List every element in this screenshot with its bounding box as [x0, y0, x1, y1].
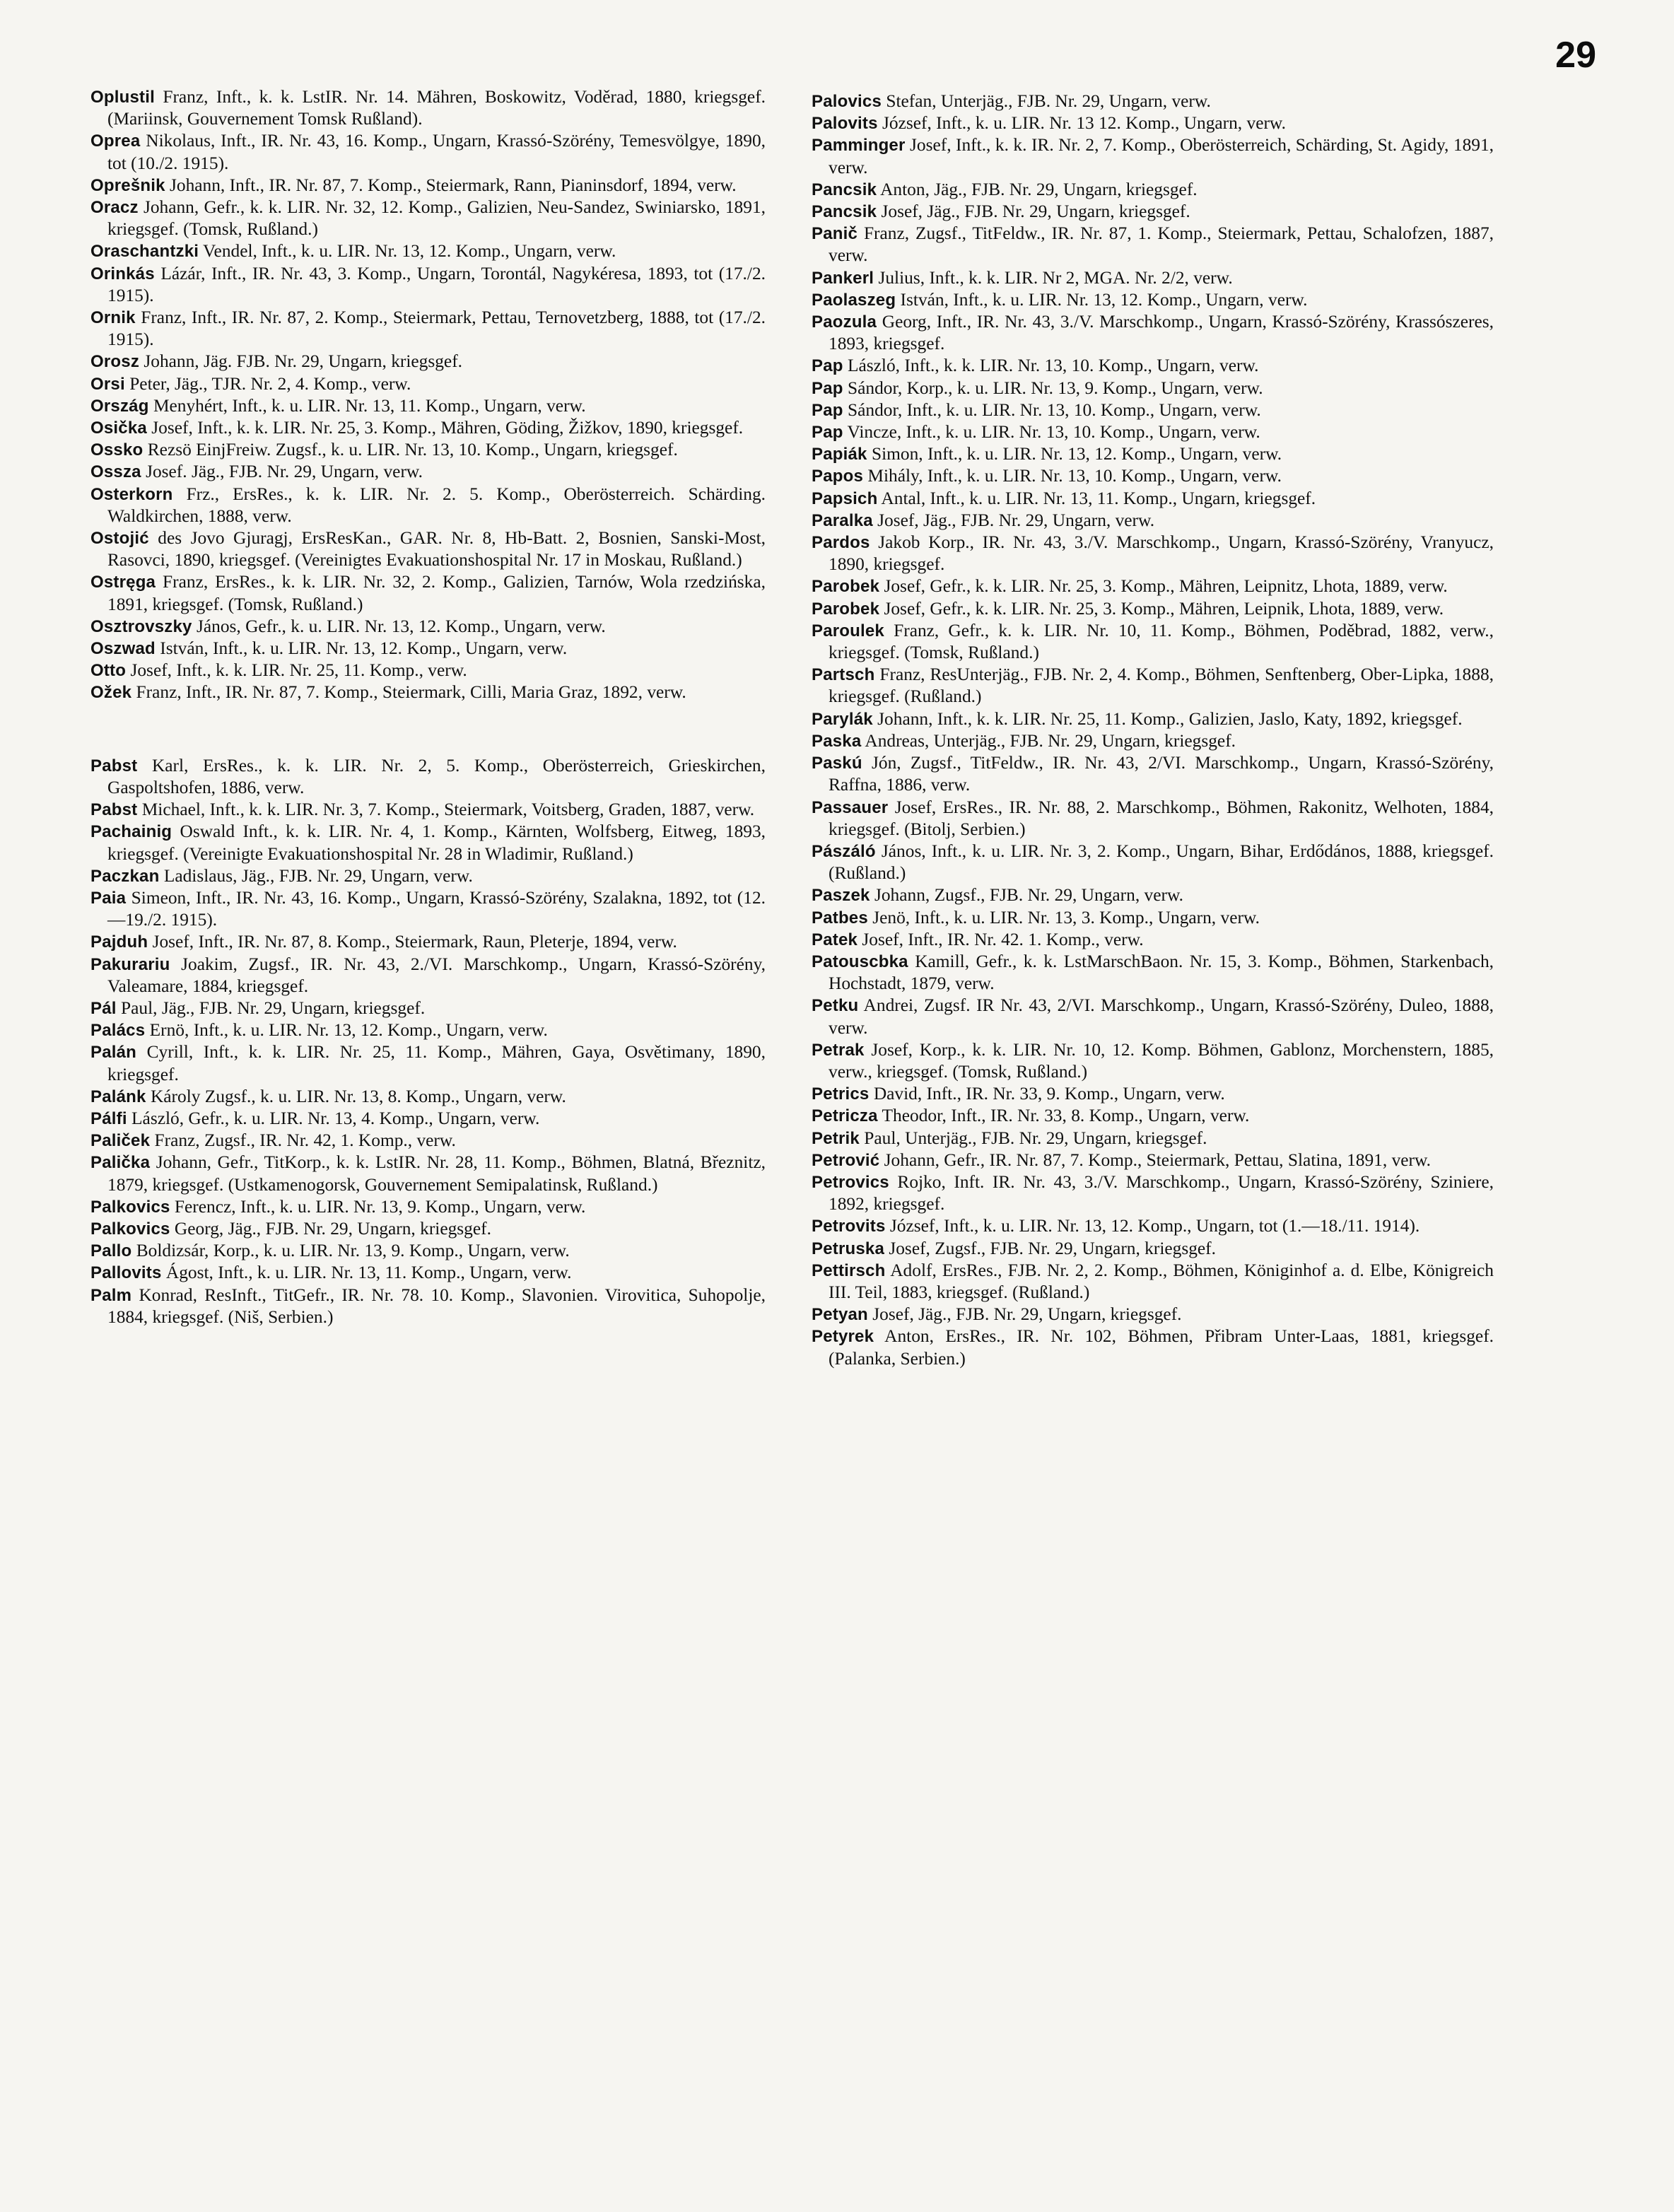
entry-surname: Oplustil	[90, 88, 155, 107]
casualty-entry	[90, 484, 766, 527]
casualty-entry	[812, 1326, 1494, 1369]
entry-surname: Pachainig	[90, 822, 172, 842]
entry-surname: Petyan	[812, 1305, 868, 1325]
casualty-entry	[812, 223, 1494, 267]
entry-surname: Pettirsch	[812, 1260, 886, 1280]
casualty-entry	[90, 1152, 766, 1195]
entry-details: des Jovo Gjuragj, ErsResKan., GAR. Nr. 8, Hb-Batt. 2, Bosnien, Sanski-Most, Rasovci, 1890, kriegsgef. (Vereinigtes Evakuationshospital Nr. 17 in Moskau, Rußland.)	[107, 528, 766, 570]
entry-surname: Osička	[90, 419, 147, 438]
entry-surname: Partsch	[812, 665, 875, 685]
casualty-entry	[90, 1218, 766, 1240]
entry-surname: Parobek	[812, 599, 880, 619]
entry-details: David, Inft., IR. Nr. 33, 9. Komp., Ungarn, verw.	[873, 1084, 1225, 1104]
casualty-entry	[812, 1238, 1494, 1260]
casualty-entry	[90, 799, 766, 821]
casualty-entry	[90, 527, 766, 571]
casualty-entry	[812, 488, 1494, 510]
entry-surname: Pálfi	[90, 1108, 127, 1128]
casualty-entry	[90, 417, 766, 439]
entry-details: Lázár, Inft., IR. Nr. 43, 3. Komp., Ungarn, Torontál, Nagykéresa, 1893, tot (17./2. 1915).	[107, 263, 766, 305]
casualty-entry	[812, 510, 1494, 532]
entry-details: Károly Zugsf., k. u. LIR. Nr. 13, 8. Komp., Ungarn, verw.	[150, 1086, 566, 1106]
entry-surname: Osterkorn	[90, 484, 173, 504]
entry-surname: Oszwad	[90, 639, 156, 659]
entry-surname: Pap	[812, 378, 843, 398]
entry-surname: Pap	[812, 423, 843, 443]
casualty-entry	[812, 1105, 1494, 1127]
casualty-entry	[812, 664, 1494, 708]
entry-surname: Ossza	[90, 462, 141, 482]
casualty-entry	[90, 86, 766, 130]
casualty-entry	[90, 395, 766, 417]
entry-surname: Orinkás	[90, 264, 155, 283]
entry-details: Frz., ErsRes., k. k. LIR. Nr. 2. 5. Komp., Oberösterreich. Schärding. Waldkirchen, 1888, verw.	[107, 484, 766, 526]
entry-surname: Oprešnik	[90, 175, 165, 195]
casualty-entry	[812, 1304, 1494, 1326]
entry-details: Johann, Jäg. FJB. Nr. 29, Ungarn, kriegsgef.	[144, 351, 463, 372]
entry-details: Josef, Inft., IR. Nr. 87, 8. Komp., Steiermark, Raun, Pleterje, 1894, verw.	[152, 932, 677, 952]
casualty-entry	[90, 931, 766, 953]
entry-surname: Palička	[90, 1153, 151, 1173]
entry-details: Josef, Inft., k. k. LIR. Nr. 25, 3. Komp., Mähren, Göding, Žižkov, 1890, kriegsgef.	[151, 418, 744, 438]
entry-details: Andreas, Unterjäg., FJB. Nr. 29, Ungarn, kriegsgef.	[865, 730, 1236, 751]
entry-details: Johann, Zugsf., FJB. Nr. 29, Ungarn, verw.	[874, 885, 1183, 906]
entry-details: Julius, Inft., k. k. LIR. Nr 2, MGA. Nr. 2/2, verw.	[878, 267, 1233, 288]
entry-surname: Ostręga	[90, 573, 156, 592]
casualty-entry	[90, 439, 766, 461]
entry-details: Franz, Gefr., k. k. LIR. Nr. 10, 11. Komp., Böhmen, Poděbrad, 1882, verw., kriegsgef. (Tomsk, Rußland.)	[829, 620, 1494, 663]
entry-details: Adolf, ErsRes., FJB. Nr. 2, 2. Komp., Böhmen, Königinhof a. d. Elbe, Königreich III. Teil, 1883, kriegsgef. (Rußland.)	[829, 1260, 1494, 1302]
entry-surname: Panič	[812, 224, 858, 244]
casualty-entry	[812, 179, 1494, 201]
entry-details: Ernö, Inft., k. u. LIR. Nr. 13, 12. Komp., Ungarn, verw.	[149, 1020, 548, 1041]
entry-details: Johann, Inft., IR. Nr. 87, 7. Komp., Steiermark, Rann, Pianinsdorf, 1894, verw.	[170, 175, 737, 195]
entry-details: Josef, Jäg., FJB. Nr. 29, Ungarn, verw.	[877, 510, 1155, 530]
entry-details: Josef, Jäg., FJB. Nr. 29, Ungarn, kriegsgef.	[881, 201, 1190, 222]
casualty-entry	[812, 1128, 1494, 1149]
entry-details: Rezsö EinjFreiw. Zugsf., k. u. LIR. Nr. 13, 10. Komp., Ungarn, kriegsgef.	[147, 440, 678, 460]
casualty-entry	[90, 954, 766, 997]
entry-surname: Pancsik	[812, 180, 877, 199]
entry-details: Josef, Gefr., k. k. LIR. Nr. 25, 3. Komp., Mähren, Leipnik, Lhota, 1889, verw.	[884, 598, 1444, 619]
entry-details: József, Inft., k. u. LIR. Nr. 13, 12. Komp., Ungarn, tot (1.—18./11. 1914).	[889, 1216, 1420, 1236]
entry-surname: Palkovics	[90, 1197, 170, 1217]
entry-surname: Papsich	[812, 488, 878, 508]
casualty-entry	[90, 616, 766, 638]
entry-details: József, Inft., k. u. LIR. Nr. 13 12. Komp., Ungarn, verw.	[882, 113, 1286, 134]
entry-details: Paul, Jäg., FJB. Nr. 29, Ungarn, kriegsgef.	[120, 997, 426, 1018]
entry-surname: Pajduh	[90, 932, 148, 952]
casualty-entry	[90, 307, 766, 351]
entry-surname: Oracz	[90, 198, 139, 218]
entry-list-o	[90, 86, 766, 704]
casualty-entry	[90, 1019, 766, 1041]
entry-list-p-continued	[812, 90, 1494, 1370]
entry-details: Mihály, Inft., k. u. LIR. Nr. 13, 10. Komp., Ungarn, verw.	[867, 466, 1282, 486]
entry-details: Nikolaus, Inft., IR. Nr. 43, 16. Komp., Ungarn, Krassó-Szörény, Temesvölgye, 1890, tot (10./2. 1915).	[107, 131, 766, 173]
entry-details: Rojko, Inft. IR. Nr. 43, 3./V. Marschkomp., Ungarn, Krassó-Szörény, Sziniere, 1892, kriegsgef.	[829, 1171, 1494, 1215]
entry-details: Johann, Gefr., TitKorp., k. k. LstIR. Nr. 28, 11. Komp., Böhmen, Blatná, Březnitz, 1879, kriegsgef. (Ustkamenogorsk, Gouvernement Semipalatinsk, Rußland.)	[107, 1152, 766, 1195]
entry-details: János, Inft., k. u. LIR. Nr. 3, 2. Komp., Ungarn, Bihar, Erdődános, 1888, kriegsgef. (Rußland.)	[829, 841, 1494, 884]
casualty-entry	[812, 378, 1494, 399]
entry-details: Joakim, Zugsf., IR. Nr. 43, 2./VI. Marschkomp., Ungarn, Krassó-Szörény, Valeamare, 1884, kriegsgef.	[107, 954, 766, 996]
casualty-entry	[90, 681, 766, 703]
entry-details: Simon, Inft., k. u. LIR. Nr. 13, 12. Komp., Ungarn, verw.	[871, 444, 1282, 464]
casualty-entry	[90, 821, 766, 865]
entry-details: Ágost, Inft., k. u. LIR. Nr. 13, 11. Komp., Ungarn, verw.	[165, 1263, 572, 1283]
entry-surname: Osztrovszky	[90, 616, 192, 636]
casualty-entry	[90, 660, 766, 681]
entry-details: Josef, Korp., k. k. LIR. Nr. 10, 12. Komp. Böhmen, Gablonz, Morchenstern, 1885, verw., kriegsgef. (Tomsk, Rußland.)	[829, 1039, 1494, 1082]
casualty-entry	[812, 532, 1494, 575]
entry-surname: Paia	[90, 888, 127, 908]
entry-surname: Parylák	[812, 709, 873, 729]
entry-details: Franz, Zugsf., TitFeldw., IR. Nr. 87, 1. Komp., Steiermark, Pettau, Schalofzen, 1887, verw.	[829, 223, 1494, 266]
casualty-entry	[812, 465, 1494, 487]
entry-details: Josef. Jäg., FJB. Nr. 29, Ungarn, verw.	[146, 462, 423, 482]
right-column	[812, 90, 1494, 1370]
entry-details: Paul, Unterjäg., FJB. Nr. 29, Ungarn, kriegsgef.	[864, 1128, 1207, 1148]
entry-details: Sándor, Korp., k. u. LIR. Nr. 13, 9. Komp., Ungarn, verw.	[847, 378, 1263, 398]
entry-surname: Palovits	[812, 114, 878, 134]
entry-surname: Parobek	[812, 577, 880, 597]
casualty-entry	[812, 884, 1494, 906]
entry-details: Josef, Inft., IR. Nr. 42. 1. Komp., verw.	[862, 929, 1144, 949]
entry-details: Konrad, ResInft., TitGefr., IR. Nr. 78. 10. Komp., Slavonien. Virovitica, Suhopolje, 1884, kriegsgef. (Niš, Serbien.)	[107, 1285, 766, 1327]
casualty-entry	[90, 373, 766, 395]
entry-surname: Palm	[90, 1285, 132, 1305]
entry-surname: Pál	[90, 998, 117, 1018]
entry-details: Josef, Inft., k. k. LIR. Nr. 25, 11. Komp., verw.	[130, 660, 467, 681]
entry-surname: Pap	[812, 400, 843, 420]
casualty-entry	[812, 201, 1494, 223]
entry-details: Andrei, Zugsf. IR Nr. 43, 2/VI. Marschkomp., Ungarn, Krassó-Szörény, Duleo, 1888, verw.	[829, 995, 1494, 1038]
entry-surname: Patouscbka	[812, 952, 908, 971]
entry-surname: Pászáló	[812, 841, 876, 861]
entry-details: István, Inft., k. u. LIR. Nr. 13, 12. Komp., Ungarn, verw.	[900, 289, 1308, 310]
entry-surname: Pap	[812, 356, 843, 376]
entry-details: Franz, Inft., k. k. LstIR. Nr. 14. Mähren, Boskowitz, Voděrad, 1880, kriegsgef. (Mariinsk, Gouvernement Tomsk Rußland).	[107, 87, 766, 129]
casualty-entry	[812, 90, 1494, 112]
casualty-entry	[812, 1215, 1494, 1237]
entry-surname: Orsi	[90, 374, 125, 394]
entry-details: Theodor, Inft., IR. Nr. 33, 8. Komp., Ungarn, verw.	[882, 1106, 1250, 1126]
casualty-entry	[90, 351, 766, 373]
entry-surname: Pabst	[90, 756, 138, 776]
entry-surname: Papiák	[812, 445, 867, 464]
entry-surname: Pancsik	[812, 202, 877, 222]
casualty-entry	[90, 130, 766, 174]
entry-surname: Petku	[812, 996, 859, 1016]
entry-details: Cyrill, Inft., k. k. LIR. Nr. 25, 11. Komp., Mähren, Gaya, Osvětimany, 1890, kriegsgef.	[107, 1042, 766, 1084]
entry-details: Josef, Zugsf., FJB. Nr. 29, Ungarn, kriegsgef.	[889, 1238, 1216, 1258]
casualty-entry	[812, 289, 1494, 311]
entry-details: Stefan, Unterjäg., FJB. Nr. 29, Ungarn, verw.	[886, 91, 1211, 111]
entry-details: Franz, ErsRes., k. k. LIR. Nr. 32, 2. Komp., Galizien, Tarnów, Wola rzedzińska, 1891, kriegsgef. (Tomsk, Rußland.)	[107, 572, 766, 614]
casualty-entry	[812, 1149, 1494, 1171]
entry-details: Franz, Zugsf., IR. Nr. 42, 1. Komp., verw.	[154, 1130, 456, 1151]
entry-details: István, Inft., k. u. LIR. Nr. 13, 12. Komp., Ungarn, verw.	[160, 638, 568, 659]
entry-details: Jenö, Inft., k. u. LIR. Nr. 13, 3. Komp., Ungarn, verw.	[872, 907, 1260, 927]
entry-details: Vincze, Inft., k. u. LIR. Nr. 13, 10. Komp., Ungarn, verw.	[847, 422, 1260, 443]
casualty-entry	[812, 708, 1494, 730]
entry-details: Oswald Inft., k. k. LIR. Nr. 4, 1. Komp., Kärnten, Wolfsberg, Eitweg, 1893, kriegsgef. (Vereinigte Evakuationshospital Nr. 28 in Wladimir, Rußland.)	[107, 821, 766, 864]
entry-surname: Petrik	[812, 1128, 860, 1148]
entry-details: Johann, Gefr., IR. Nr. 87, 7. Komp., Steiermark, Pettau, Slatina, 1891, verw.	[884, 1149, 1432, 1170]
casualty-entry	[90, 1130, 766, 1152]
casualty-entry	[812, 1171, 1494, 1215]
casualty-entry	[812, 267, 1494, 289]
page-number: 29	[1555, 35, 1596, 76]
casualty-entry	[812, 399, 1494, 421]
entry-surname: Paliček	[90, 1131, 151, 1151]
entry-details: Josef, Inft., k. k. IR. Nr. 2, 7. Komp., Oberösterreich, Schärding, St. Agidy, 1891, verw.	[829, 135, 1494, 177]
entry-details: Josef, Jäg., FJB. Nr. 29, Ungarn, kriegsgef.	[872, 1304, 1182, 1325]
casualty-entry	[812, 598, 1494, 620]
entry-details: Antal, Inft., k. u. LIR. Nr. 13, 11. Komp., Ungarn, kriegsgef.	[881, 488, 1316, 508]
casualty-entry	[812, 620, 1494, 664]
entry-surname: Petrovits	[812, 1217, 886, 1236]
entry-details: Menyhért, Inft., k. u. LIR. Nr. 13, 11. Komp., Ungarn, verw.	[153, 395, 586, 416]
casualty-entry	[812, 1083, 1494, 1105]
casualty-entry	[90, 755, 766, 799]
entry-surname: Petyrek	[812, 1327, 874, 1347]
casualty-entry	[812, 929, 1494, 951]
casualty-entry	[90, 1196, 766, 1218]
casualty-entry	[812, 1260, 1494, 1304]
entry-surname: Paolaszeg	[812, 290, 896, 310]
casualty-entry	[90, 240, 766, 262]
entry-surname: Petrović	[812, 1150, 880, 1170]
casualty-entry	[90, 461, 766, 483]
entry-details: Jakob Korp., IR. Nr. 43, 3./V. Marschkomp., Ungarn, Krassó-Szörény, Vranyucz, 1890, kriegsgef.	[829, 532, 1494, 575]
entry-details: Ferencz, Inft., k. u. LIR. Nr. 13, 9. Komp., Ungarn, verw.	[174, 1196, 586, 1217]
entry-surname: Petricza	[812, 1106, 878, 1126]
entry-surname: Ornik	[90, 308, 136, 328]
casualty-entry	[812, 730, 1494, 752]
casualty-entry	[812, 575, 1494, 597]
casualty-entry	[812, 311, 1494, 355]
casualty-entry	[90, 1086, 766, 1108]
entry-details: Boldizsár, Korp., k. u. LIR. Nr. 13, 9. Komp., Ungarn, verw.	[136, 1241, 570, 1261]
casualty-entry	[90, 175, 766, 197]
entry-surname: Oraschantzki	[90, 242, 199, 262]
casualty-entry	[812, 1039, 1494, 1083]
entry-surname: Oprea	[90, 131, 141, 151]
casualty-entry	[90, 887, 766, 931]
entry-surname: Paozula	[812, 312, 877, 332]
entry-details: Franz, ResUnterjäg., FJB. Nr. 2, 4. Komp., Böhmen, Senftenberg, Ober-Lipka, 1888, kriegsgef. (Rußland.)	[829, 665, 1494, 707]
casualty-entry	[812, 797, 1494, 841]
entry-surname: Petrovics	[812, 1172, 889, 1192]
entry-details: László, Inft., k. k. LIR. Nr. 13, 10. Komp., Ungarn, verw.	[847, 356, 1259, 376]
casualty-entry	[812, 355, 1494, 377]
casualty-entry	[812, 995, 1494, 1038]
casualty-entry	[812, 951, 1494, 995]
entry-surname: Petrak	[812, 1040, 865, 1060]
left-column	[90, 86, 766, 1328]
casualty-entry	[90, 1041, 766, 1085]
entry-surname: Pallovits	[90, 1263, 162, 1283]
entry-details: Anton, Jäg., FJB. Nr. 29, Ungarn, kriegsgef.	[880, 179, 1198, 199]
entry-details: Georg, Jäg., FJB. Nr. 29, Ungarn, kriegsgef.	[174, 1218, 491, 1239]
entry-surname: Pallo	[90, 1241, 132, 1261]
casualty-entry	[90, 1262, 766, 1284]
entry-details: Josef, Gefr., k. k. LIR. Nr. 25, 3. Komp., Mähren, Leipnitz, Lhota, 1889, verw.	[884, 576, 1448, 597]
entry-surname: Palovics	[812, 92, 882, 111]
casualty-entry	[90, 263, 766, 307]
casualty-entry	[90, 865, 766, 887]
casualty-entry	[812, 421, 1494, 443]
entry-surname: Ország	[90, 396, 149, 416]
entry-details: Anton, ErsRes., IR. Nr. 102, Böhmen, Přibram Unter-Laas, 1881, kriegsgef. (Palanka, Serbien.)	[829, 1326, 1494, 1369]
entry-surname: Petrics	[812, 1084, 870, 1104]
casualty-entry	[90, 997, 766, 1019]
entry-surname: Palács	[90, 1021, 146, 1041]
entry-details: Franz, Inft., IR. Nr. 87, 2. Komp., Steiermark, Pettau, Ternovetzberg, 1888, tot (17./2. 1915).	[107, 308, 766, 350]
entry-surname: Palánk	[90, 1087, 146, 1106]
casualty-entry	[90, 1240, 766, 1262]
entry-details: Franz, Inft., IR. Nr. 87, 7. Komp., Steiermark, Cilli, Maria Graz, 1892, verw.	[136, 682, 686, 703]
casualty-entry	[90, 197, 766, 240]
entry-surname: Palkovics	[90, 1219, 170, 1239]
entry-surname: Petruska	[812, 1239, 884, 1258]
entry-surname: Ožek	[90, 683, 132, 703]
entry-surname: Paska	[812, 731, 862, 751]
entry-details: Karl, ErsRes., k. k. LIR. Nr. 2, 5. Komp., Oberösterreich, Grieskirchen, Gaspoltshofen, 1886, verw.	[107, 755, 766, 797]
entry-details: Georg, Inft., IR. Nr. 43, 3./V. Marschkomp., Ungarn, Krassó-Szörény, Krassószeres, 1893, kriegsgef.	[829, 312, 1494, 354]
casualty-entry	[812, 841, 1494, 884]
entry-surname: Paszek	[812, 886, 870, 906]
entry-surname: Pamminger	[812, 136, 906, 156]
entry-details: Simeon, Inft., IR. Nr. 43, 16. Komp., Ungarn, Krassó-Szörény, Szalakna, 1892, tot (12.—19./2. 1915).	[107, 887, 766, 930]
entry-surname: Patek	[812, 930, 858, 949]
entry-details: Ladislaus, Jäg., FJB. Nr. 29, Ungarn, verw.	[163, 865, 473, 886]
entry-details: Jón, Zugsf., TitFeldw., IR. Nr. 43, 2/VI. Marschkomp., Ungarn, Krassó-Szörény, Raffna, 1886, verw.	[829, 753, 1494, 795]
section-gap	[90, 704, 766, 755]
entry-surname: Pardos	[812, 533, 870, 553]
casualty-entry	[812, 112, 1494, 134]
entry-surname: Paroulek	[812, 621, 884, 640]
entry-surname: Ostojić	[90, 529, 149, 549]
entry-surname: Pabst	[90, 800, 138, 820]
entry-details: Peter, Jäg., TJR. Nr. 2, 4. Komp., verw.	[129, 373, 411, 394]
entry-details: János, Gefr., k. u. LIR. Nr. 13, 12. Komp., Ungarn, verw.	[196, 616, 606, 636]
entry-surname: Patbes	[812, 908, 868, 927]
entry-details: Johann, Gefr., k. k. LIR. Nr. 32, 12. Komp., Galizien, Neu-Sandez, Swiniarsko, 1891, kriegsgef. (Tomsk, Rußland.)	[107, 197, 766, 240]
casualty-entry	[90, 1285, 766, 1328]
entry-surname: Pakurariu	[90, 954, 170, 974]
entry-surname: Ossko	[90, 440, 144, 460]
entry-details: Vendel, Inft., k. u. LIR. Nr. 13, 12. Komp., Ungarn, verw.	[203, 241, 616, 262]
entry-surname: Otto	[90, 661, 127, 681]
entry-surname: Paczkan	[90, 866, 160, 886]
entry-surname: Papos	[812, 467, 864, 486]
entry-details: László, Gefr., k. u. LIR. Nr. 13, 4. Komp., Ungarn, verw.	[131, 1108, 540, 1128]
casualty-entry	[812, 752, 1494, 796]
casualty-entry	[90, 638, 766, 660]
entry-surname: Passauer	[812, 797, 889, 817]
casualty-entry	[812, 443, 1494, 465]
entry-surname: Palán	[90, 1043, 137, 1063]
entry-surname: Paralka	[812, 510, 873, 530]
casualty-entry	[812, 134, 1494, 178]
entry-details: Johann, Inft., k. k. LIR. Nr. 25, 11. Komp., Galizien, Jaslo, Katy, 1892, kriegsgef.	[877, 708, 1463, 729]
entry-list-p	[90, 755, 766, 1328]
entry-details: Sándor, Inft., k. u. LIR. Nr. 13, 10. Komp., Ungarn, verw.	[847, 399, 1261, 420]
entry-details: Josef, ErsRes., IR. Nr. 88, 2. Marschkomp., Böhmen, Rakonitz, Welhoten, 1884, kriegsgef. (Bitolj, Serbien.)	[829, 797, 1494, 839]
entry-surname: Paskú	[812, 754, 862, 773]
casualty-entry	[90, 571, 766, 615]
entry-details: Michael, Inft., k. k. LIR. Nr. 3, 7. Komp., Steiermark, Voitsberg, Graden, 1887, verw.	[141, 800, 755, 820]
entry-surname: Orosz	[90, 352, 140, 372]
entry-details: Kamill, Gefr., k. k. LstMarschBaon. Nr. 15, 3. Komp., Böhmen, Starkenbach, Hochstadt, 1879, verw.	[829, 951, 1494, 994]
casualty-entry	[812, 907, 1494, 929]
casualty-entry	[90, 1108, 766, 1130]
entry-surname: Pankerl	[812, 268, 874, 288]
